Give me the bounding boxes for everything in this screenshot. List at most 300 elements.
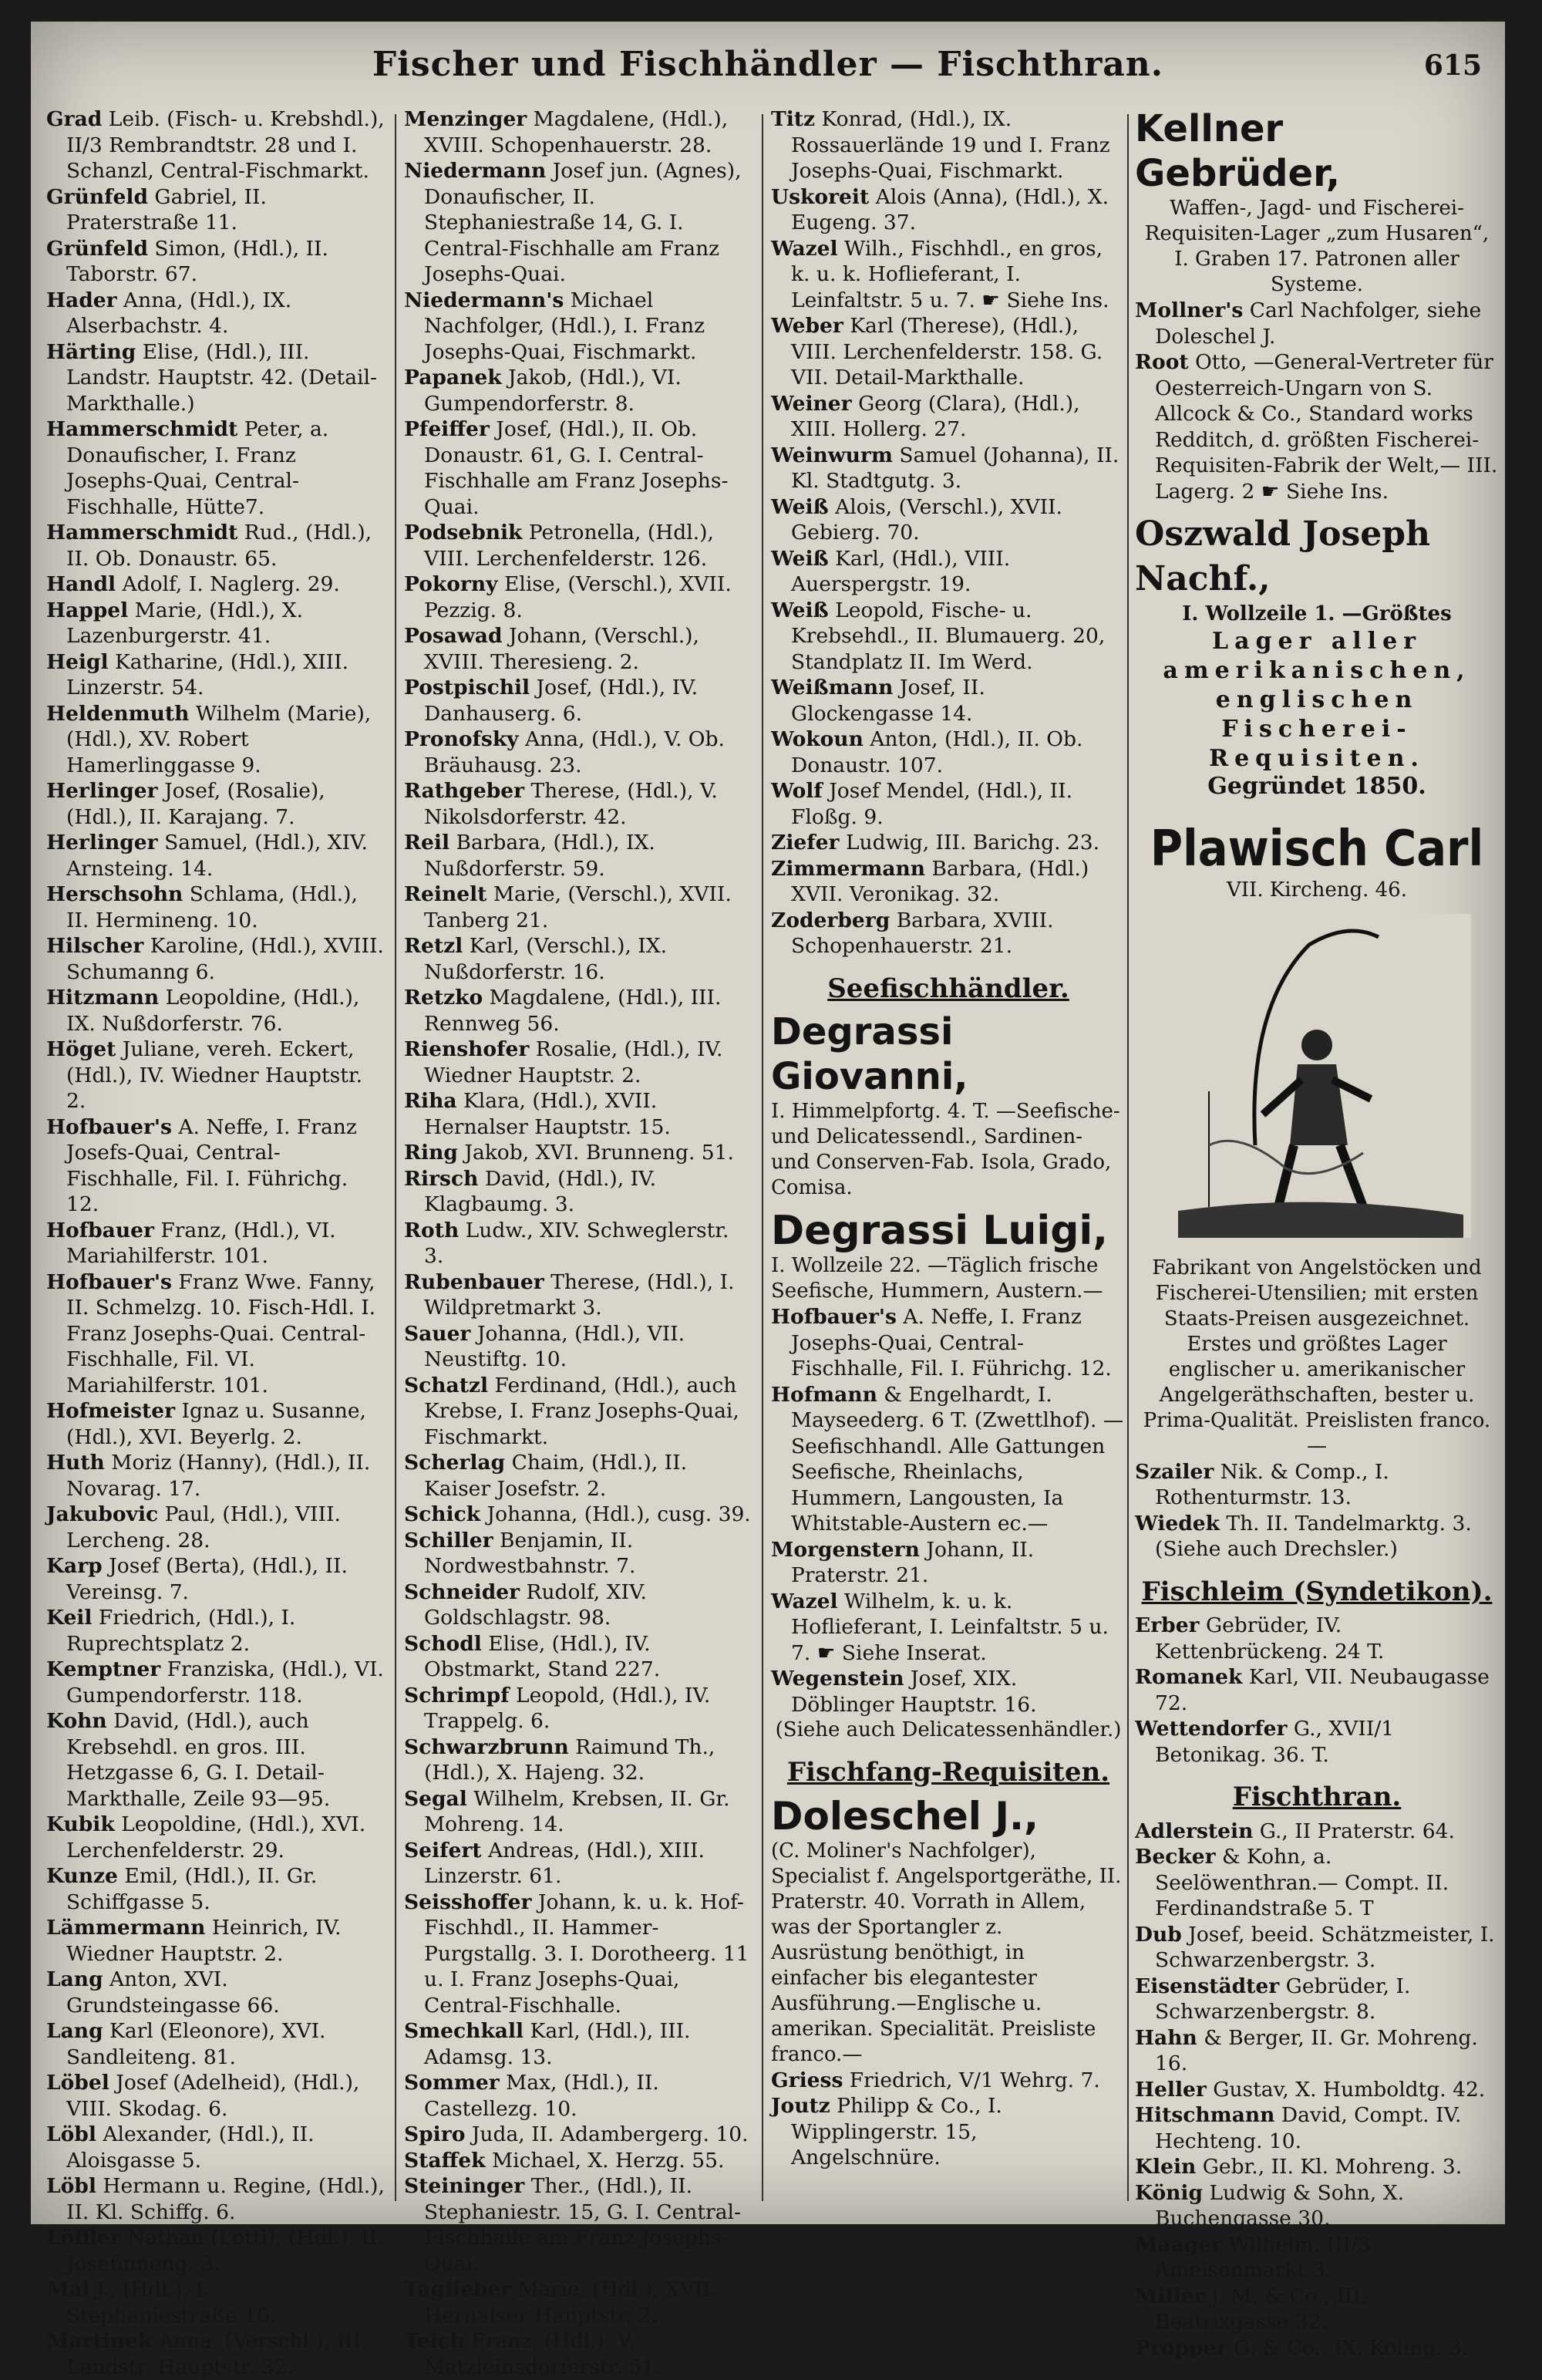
directory-entry [1135,2102,1499,2154]
directory-entry [46,416,386,520]
entry-details: Anna, (Verschl.), III. Landstr. Hauptstr. 32. [66,2329,368,2379]
entry-name: Grünfeld [46,236,148,261]
entry-name: Sauer [404,1321,471,1346]
entry-details: Emil, (Hdl.), II. Gr. Schiffgasse 5. [66,1864,318,1914]
entry-details: Ther., (Hdl.), II. Stephaniestr. 15, G. I. Central-Fischhalle am Franz Josephs-Quai. [424,2174,741,2276]
directory-entry [404,1579,754,1631]
entry-details: Wilh., Fischhdl., en gros, k. u. k. Hoflieferant, I. Leinfaltstr. 5 u. 7. ☛ Siehe Ins. [791,236,1109,312]
directory-entry [404,623,754,675]
entry-details: Magdalene, (Hdl.), III. Rennweg 56. [424,986,722,1036]
entry-details: Johann, II. Praterstr. 21. [791,1537,1035,1587]
entry-details: Leopoldine, (Hdl.), XVI. Lerchenfelderstr. 29. [66,1812,366,1863]
column-2 [404,106,754,2379]
entry-details: Jakob, (Hdl.), VI. Gumpendorferstr. 8. [424,366,682,416]
degrassi-giovanni-ad-text: I. Himmelpfortg. 4. T. —Seefische- und Delicatessendl., Sardinen- und Conserven-Fab. Isola, Grado, Comisa. [771,1100,1120,1199]
entry-name: Schwarzbrunn [404,1734,569,1759]
directory-entry [1135,2232,1499,2284]
plawisch-ad-address: VII. Kircheng. 46. [1227,878,1407,902]
entry-name: Reinelt [404,882,487,906]
oszwald-ad-name: Oszwald Joseph Nachf., [1135,514,1430,598]
directory-entry [404,288,754,366]
entry-details: Alexander, (Hdl.), II. Aloisgasse 5. [66,2122,315,2173]
entry-name: Wettendorfer [1135,1717,1288,1741]
entry-details: Konrad, (Hdl.), IX. Rossauerlände 19 und I. Franz Josephs-Quai, Fischmarkt. [791,107,1110,183]
entry-details: Therese, (Hdl.), I. Wildpretmarkt 3. [424,1269,735,1320]
entry-details: Moriz (Hanny), (Hdl.), II. Novarag. 17. [66,1451,371,1501]
directory-entry [404,1786,754,1838]
entry-details: & Kohn, a. Seelöwenthran.— Compt. II. Ferdinandstraße 5. T [1155,1845,1449,1920]
entry-details: Karl, (Hdl.), III. Adamsg. 13. [424,2019,691,2069]
entry-details: Andreas, (Hdl.), XIII. Linzerstr. 61. [424,1838,705,1888]
entry-name: Zimmermann [771,856,926,881]
directory-entry [46,933,386,985]
entry-details: Ferdinand, (Hdl.), auch Krebse, I. Franz Josephs-Quai, Fischmarkt. [424,1373,739,1449]
directory-entry [404,2070,754,2122]
entry-name: Rienshofer [404,1037,530,1061]
entry-details: Alois (Anna), (Hdl.), X. Eugeng. 37. [791,184,1109,234]
directory-entry [46,1657,386,1708]
directory-entry [404,1321,754,1373]
directory-entry [46,2225,386,2277]
entry-name: Karp [46,1554,103,1578]
directory-entry [771,726,1126,778]
entry-name: Becker [1135,1845,1216,1869]
entry-name: Schiller [404,1528,493,1552]
entry-details: Nik. & Comp., I. Rothenturmstr. 13. [1155,1459,1389,1509]
directory-entry [404,416,754,520]
directory-entry [771,1382,1126,1537]
directory-entry [1135,2077,1499,2103]
entry-details: Samuel, (Hdl.), XIV. Arnsteing. 14. [66,831,368,881]
directory-entry [404,830,754,882]
kellner-ad-text: Waffen-, Jagd- und Fischerei-Requisiten-Lager „zum Husaren“, I. Graben 17. Patronen aller Systeme. [1144,197,1490,296]
directory-entry [46,1398,386,1450]
column-1 [46,106,386,2379]
directory-entry [771,1537,1126,1589]
directory-entry [404,365,754,416]
entry-details: Josef, (Rosalie), (Hdl.), II. Karajang. 7. [66,779,325,829]
entry-name: Steininger [404,2174,525,2198]
entry-name: Hahn [1135,2025,1197,2050]
entry-name: Handl [46,572,116,596]
doleschel-ad-text: (C. Moliner's Nachfolger), Specialist f. Angelsportgeräthe, II. Praterstr. 40. Vorrath in Allem, was der Sportangler z. Ausrüstung benöthigt, in einfacher bis elegantester Ausführung.—Englische u. amerikan. Specialität. Preisliste franco.— [771,1839,1122,2066]
entry-name: Schneider [404,1579,520,1604]
directory-entry [46,985,386,1037]
directory-entry [404,2018,754,2070]
directory-entry [404,1838,754,1890]
directory-entry [1135,1819,1499,1845]
entry-name: Ziefer [771,831,840,855]
directory-entry [46,1812,386,1863]
entry-details: Wilhelm (Marie), (Hdl.), XV. Robert Hamerlinggasse 9. [66,701,372,777]
see-also-note: (Siehe auch Delicatessenhändler.) [775,1718,1122,1741]
directory-entry [46,520,386,571]
directory-entry [46,236,386,288]
entry-details: Barbara, XVIII. Schopenhauerstr. 21. [791,908,1054,958]
entry-details: Marie, (Hdl.), X. Lazenburgerstr. 41. [66,598,304,648]
entry-details: Josef, beeid. Schätzmeister, I. Schwarzenbergstr. 3. [1155,1922,1495,1972]
page-header [31,45,1505,99]
entry-details: G., XVII/1 Betonikag. 36. T. [1155,1717,1395,1767]
entry-name: Weiß [771,546,829,571]
entry-name: Teich [404,2329,466,2353]
entry-name: Segal [404,1786,467,1811]
entry-details: Leib. (Fisch- u. Krebshdl.), II/3 Rembrandtstr. 28 und I. Schanzl, Central-Fischmarkt. [66,107,385,183]
entry-details: Heinrich, IV. Wiedner Hauptstr. 2. [66,1916,342,1966]
entry-name: Menzinger [404,107,527,131]
entry-details: Josef, (Hdl.), IV. Danhauserg. 6. [424,676,699,726]
entry-details: Otto, —General-Vertreter für Oesterreich-Ungarn von S. Allcock & Co., Standard works Redditch, d. größten Fischerei-Requisiten-Fabrik der Welt,— III. Lagerg. 2 ☛ Siehe Ins. [1155,350,1498,504]
entry-details: Josef jun. (Agnes), Donaufischer, II. Stephaniestraße 14, G. I. Central-Fischhalle am Franz Josephs-Quai. [424,159,742,286]
directory-entry [404,158,754,288]
directory-entry [404,2277,754,2328]
entry-name: Lämmermann [46,1916,206,1940]
column-rule [1127,114,1129,2201]
entry-details: Paul, (Hdl.), VIII. Lercheng. 28. [66,1502,341,1552]
entry-name: Retzko [404,986,483,1010]
entry-details: Franz, (Hdl.), VI. Mariahilferstr. 101. [66,1218,336,1268]
directory-entry [404,1037,754,1088]
directory-entry [1135,1922,1499,1974]
entry-details: Leopold, (Hdl.), IV. Trappelg. 6. [424,1683,711,1733]
directory-entry [404,1140,754,1166]
entry-name: Roth [404,1218,460,1242]
entry-details: Ludwig, III. Barichg. 23. [845,831,1100,855]
entry-details: Johann, k. u. k. Hof-Fischhdl., II. Hammer-Purgstallg. 3. I. Dorotheerg. 11 u. I. Franz Josephs-Quai, Central-Fischhalle. [424,1890,749,2018]
directory-entry [404,1502,754,1528]
entry-name: Smechkall [404,2019,524,2043]
plawisch-ad-text: Fabrikant von Angelstöcken und Fischerei-Utensilien; mit ersten Staats-Preisen ausgezeichnet. Erstes und größtes Lager englischer u. amerikanischer Angelgeräthschaften, bester u. Prima-Qualität. Preislisten franco.— [1143,1256,1491,1458]
entry-name: Schrimpf [404,1683,510,1707]
entry-name: Erber [1135,1613,1200,1637]
entry-name: Posawad [404,624,503,648]
entry-details: Max, (Hdl.), II. Castellezg. 10. [424,2071,659,2121]
directory-entry [771,494,1126,546]
entry-name: Pronofsky [404,727,519,751]
directory-entry [404,571,754,623]
entry-details: A. Neffe, I. Franz Josefs-Quai, Central-Fischhalle, Fil. I. Führichg. 12. [66,1114,357,1216]
kellner-ad-name: Kellner Gebrüder, [1135,107,1340,195]
degrassi-luigi-ad-text: I. Wollzeile 22. —Täglich frische Seefische, Hummern, Austern.— [771,1254,1103,1303]
entry-name: Morgenstern [771,1537,920,1562]
entry-name: Eisenstädter [1135,1974,1280,1998]
angler-illustration [1135,914,1499,1238]
column-3 [771,106,1126,2209]
entry-details: Georg (Clara), (Hdl.), XIII. Hollerg. 27. [791,391,1080,441]
degrassi-luigi-ad-name: Degrassi Luigi, [771,1208,1108,1254]
directory-page [31,22,1505,2379]
directory-entry [771,391,1126,443]
entry-name: Hofmeister [46,1399,176,1423]
entry-name: Mai [46,2277,90,2301]
entry-details: Gabriel, II. Praterstraße 11. [66,184,267,234]
directory-entry [1135,1459,1499,1511]
page-title: Fischer und Fischhändler — Fischthran. [372,45,1164,84]
entry-name: Spiro [404,2122,466,2146]
directory-entry [404,882,754,933]
directory-entry [1135,1511,1499,1563]
directory-entry [46,882,386,933]
directory-entry [404,106,754,158]
entry-name: Heldenmuth [46,701,190,726]
directory-entry [1135,1974,1499,2025]
entry-details: Ludw., XIV. Schweglerstr. 3. [424,1218,729,1268]
entry-details: Marie, (Verschl.), XVII. Tanberg 21. [424,882,732,932]
directory-entry [404,1890,754,2019]
entry-details: Michael Nachfolger, (Hdl.), I. Franz Josephs-Quai, Fischmarkt. [424,288,705,364]
directory-entry [771,1589,1126,1667]
glue-heading: Fischleim (Syndetikon). [1141,1576,1493,1607]
entry-details: Carl Nachfolger, siehe Doleschel J. [1155,298,1482,349]
entry-name: Klein [1135,2155,1197,2179]
entry-name: Seifert [404,1838,482,1863]
column-rule [762,114,763,2201]
directory-entry [771,2068,1126,2094]
entry-details: Karl, (Verschl.), IX. Nußdorferstr. 16. [424,934,668,984]
entry-details: Leopoldine, (Hdl.), IX. Nußdorferstr. 76. [66,986,360,1036]
entry-details: David, Compt. IV. Hechteng. 10. [1155,2103,1462,2153]
entry-name: Seisshoffer [404,1890,532,1914]
entry-details: Barbara, (Hdl.), IX. Nußdorferstr. 59. [424,831,655,881]
entry-name: Lang [46,1967,103,1991]
degrassi-giovanni-ad-name: Degrassi Giovanni, [771,1010,968,1098]
entry-name: Pokorny [404,572,498,596]
entry-details: Josef (Adelheid), (Hdl.), VIII. Skodag. 6. [66,2071,360,2121]
entry-details: Elise, (Hdl.), IV. Obstmarkt, Stand 227. [424,1631,661,1681]
directory-entry [46,778,386,830]
entry-name: Härting [46,339,136,364]
directory-entry [46,1114,386,1218]
entry-name: Miller [1135,2284,1205,2308]
entry-name: Löffler [46,2226,121,2250]
entry-details: Simon, (Hdl.), II. Taborstr. 67. [66,236,328,286]
directory-entry [46,571,386,598]
directory-entry [46,2173,386,2225]
entry-details: Karl, (Hdl.), VIII. Auerspergstr. 19. [791,546,1011,596]
entry-name: Joutz [771,2094,830,2118]
entry-details: Johann, (Verschl.), XVIII. Theresieng. 2. [424,624,699,674]
entry-details: Philipp & Co., I. Wipplingerstr. 15, Angelschnüre. [791,2094,1002,2169]
entry-name: Schatzl [404,1373,489,1397]
entry-details: Marie, (Hdl.), XVII. Hernalser Hauptstr. 2. [424,2277,718,2328]
entry-name: Huth [46,1451,105,1475]
entry-name: Rirsch [404,1166,479,1191]
entry-details: Anna, (Hdl.), IX. Alserbachstr. 4. [66,288,292,338]
entry-name: Maager [1135,2232,1223,2257]
entry-details: Karl (Therese), (Hdl.), VIII. Lerchenfelderstr. 158. G. VII. Detail-Markthalle. [791,314,1103,389]
entry-name: Griess [771,2068,843,2092]
entry-name: Mollner's [1135,298,1244,322]
entry-details: Klara, (Hdl.), XVII. Hernalser Hauptstr. 15. [424,1089,671,1139]
entry-name: Hofmann [771,1382,877,1407]
directory-entry [46,649,386,701]
directory-entry [404,1528,754,1579]
directory-entry [404,1373,754,1451]
entry-details: A. Neffe, I. Franz Josephs-Quai, Central-Fischhalle, Fil. I. Führichg. 12. [791,1305,1112,1380]
entry-name: Kunze [46,1864,118,1888]
entry-name: Wazel [771,1589,838,1613]
entry-details: & Berger, II. Gr. Mohreng. 16. [1155,2025,1478,2075]
entry-details: Wilhelm, Krebsen, II. Gr. Mohreng. 14. [424,1786,730,1836]
entry-name: Jakubovic [46,1502,159,1526]
entry-name: Löbel [46,2071,109,2095]
directory-entry [46,1037,386,1114]
directory-entry [771,313,1126,391]
directory-entry [46,701,386,779]
entry-details: Franz, (Hdl.), V. Matzleinsdorferstr. 51. [424,2329,662,2379]
entry-name: Lang [46,2019,103,2043]
entry-name: Weber [771,314,843,338]
entry-name: Retzl [404,934,463,958]
entry-details: Josef, XIX. Döblinger Hauptstr. 16. [791,1667,1037,1717]
directory-entry [404,1683,754,1734]
entry-name: Hofbauer's [46,1269,172,1294]
entry-details: Karoline, (Hdl.), XVIII. Schumanng 6. [66,934,384,984]
directory-entry [1135,1664,1499,1716]
entry-name: Hofbauer's [771,1305,897,1329]
entry-details: Ignaz u. Susanne, (Hdl.), XVI. Beyerlg. 2. [66,1399,366,1449]
entry-name: Ring [404,1141,458,1165]
entry-name: Löbl [46,2122,96,2146]
entry-details: Anna, (Hdl.), V. Ob. Bräuhausg. 23. [424,727,725,777]
entry-details: Katharine, (Hdl.), XIII. Linzerstr. 54. [66,649,349,700]
entry-name: Hitzmann [46,986,160,1010]
entry-details: Juliane, vereh. Eckert, (Hdl.), IV. Wiedner Hauptstr. 2. [66,1037,363,1113]
directory-entry [46,106,386,184]
entry-details: Johanna, (Hdl.), VII. Neustiftg. 10. [424,1321,685,1371]
entry-details: & Engelhardt, I. Mayseederg. 6 T. (Zwettlhof). —Seefischhandl. Alle Gattungen Seefische, Rheinlachs, Hummern, Langousten, Ia Whitstable-Austern ec.— [791,1382,1124,1536]
entry-details: Gebr., II. Kl. Mohreng. 3. [1202,2155,1463,2179]
entry-details: David, (Hdl.), IV. Klagbaumg. 3. [424,1166,657,1216]
entry-name: Wiedek [1135,1511,1220,1536]
entry-details: Samuel (Johanna), II. Kl. Stadtgutg. 3. [791,443,1119,493]
directory-entry [771,2093,1126,2171]
entry-details: Anton, XVI. Grundsteingasse 66. [66,1967,280,2018]
directory-entry [1135,2284,1499,2335]
directory-entry [404,1631,754,1683]
entry-name: Adlerstein [1135,1819,1254,1843]
directory-entry [404,675,754,726]
entry-details: G., II Praterstr. 64. [1259,1819,1455,1843]
entry-details: Friedrich, V/1 Wehrg. 7. [849,2068,1100,2092]
directory-entry [771,856,1126,908]
entry-name: Niedermann's [404,288,564,312]
fish-oil-heading: Fischthran. [1232,1782,1402,1812]
directory-entry [404,933,754,985]
entry-name: Rathgeber [404,779,525,803]
entry-details: Josef, (Hdl.), II. Ob. Donaustr. 61, G. I. Central-Fischhalle am Franz Josephs-Quai. [424,417,729,519]
entry-name: Dub [1135,1922,1182,1947]
entry-details: Gebrüder, I. Schwarzenbergstr. 8. [1155,1974,1411,2024]
entry-name: Grad [46,107,103,131]
directory-entry [46,1967,386,2018]
directory-entry [404,1166,754,1218]
entry-name: Szailer [1135,1459,1214,1484]
directory-entry [771,106,1126,184]
entry-name: Scherlag [404,1451,506,1475]
entry-name: Schick [404,1502,481,1526]
directory-entry [404,1734,754,1786]
directory-entry [771,546,1126,598]
entry-name: Wazel [771,236,838,261]
entry-name: Hammerschmidt [46,521,238,544]
directory-entry [46,2070,386,2122]
entry-details: Petronella, (Hdl.), VIII. Lerchenfelderstr. 126. [424,521,714,571]
sea-fish-heading: Seefischhändler. [827,973,1069,1004]
entry-details: Johanna, (Hdl.), cusg. 39. [487,1502,751,1526]
entry-name: Kemptner [46,1657,161,1681]
directory-entry [1135,2154,1499,2180]
oszwald-ad-spaced-text: Lager aller amerikanischen, englischen Fischerei-Requisiten. [1163,628,1471,772]
entry-name: Herlinger [46,779,158,803]
directory-entry [771,184,1126,236]
entry-details: Josef Mendel, (Hdl.), II. Floßg. 9. [791,779,1072,829]
directory-entry [46,830,386,882]
directory-entry [771,778,1126,830]
entry-details: Michael, X. Herzg. 55. [491,2148,725,2173]
entry-name: Weiß [771,494,829,519]
directory-entry [404,2173,754,2277]
oszwald-ad-founded: Gegründet 1850. [1207,773,1426,800]
directory-entry [1135,298,1499,349]
entry-name: Happel [46,598,129,622]
directory-entry [46,2122,386,2173]
directory-entry [404,1450,754,1502]
entry-name: Hilscher [46,934,144,958]
entry-name: Schodl [404,1631,482,1656]
entry-details: Chaim, (Hdl.), II. Kaiser Josefstr. 2. [424,1451,688,1501]
directory-entry [46,288,386,339]
entry-name: Weißmann [771,676,894,700]
directory-entry [404,1269,754,1321]
directory-entry [404,1218,754,1269]
entry-details: Elise, (Hdl.), III. Landstr. Hauptstr. 42. (Detail-Markthalle.) [66,339,377,416]
entry-details: Jakob, XVI. Brunneng. 51. [464,1141,734,1165]
entry-name: Podsebnik [404,521,523,544]
directory-entry [46,1708,386,1812]
entry-details: Th. II. Tandelmarktg. 3. (Siehe auch Drechsler.) [1155,1511,1472,1561]
directory-entry [46,184,386,236]
entry-name: Höget [46,1037,116,1061]
entry-details: Hermann u. Regine, (Hdl.), II. Kl. Schiffg. 6. [66,2174,385,2224]
entry-name: Wokoun [771,727,864,751]
entry-name: Romanek [1135,1665,1243,1689]
entry-name: Titz [771,107,816,131]
entry-name: Staffek [404,2148,486,2173]
entry-details: Magdalene, (Hdl.), XVIII. Schopenhauerstr. 28. [424,107,729,157]
directory-entry [404,985,754,1037]
directory-entry [1135,1844,1499,1922]
directory-entry [1135,2180,1499,2232]
entry-details: J., (Hdl.), I. Stephaniestraße 10. [66,2277,277,2328]
entry-details: Karl, VII. Neubaugasse 72. [1155,1665,1490,1715]
entry-details: Benjamin, II. Nordwestbahnstr. 7. [424,1528,636,1578]
directory-entry [771,908,1126,959]
entry-details: Barbara, (Hdl.) XVII. Veronikag. 32. [791,856,1089,906]
entry-name: Papanek [404,366,502,389]
entry-details: Alois, (Verschl.), XVII. Gebierg. 70. [791,494,1062,544]
entry-name: Weiß [771,598,829,622]
entry-name: Uskoreit [771,184,870,209]
entry-name: Niedermann [404,159,547,183]
entry-details: G. & Co., IX. Koling. 3. [1233,2335,1469,2360]
plawisch-ad-name: Plawisch Carl [1150,821,1484,878]
directory-entry [1135,349,1499,504]
doleschel-ad-name: Doleschel J., [771,1793,1039,1839]
directory-entry [771,675,1126,726]
entry-name: Heigl [46,649,109,674]
entry-name: Sommer [404,2071,500,2095]
